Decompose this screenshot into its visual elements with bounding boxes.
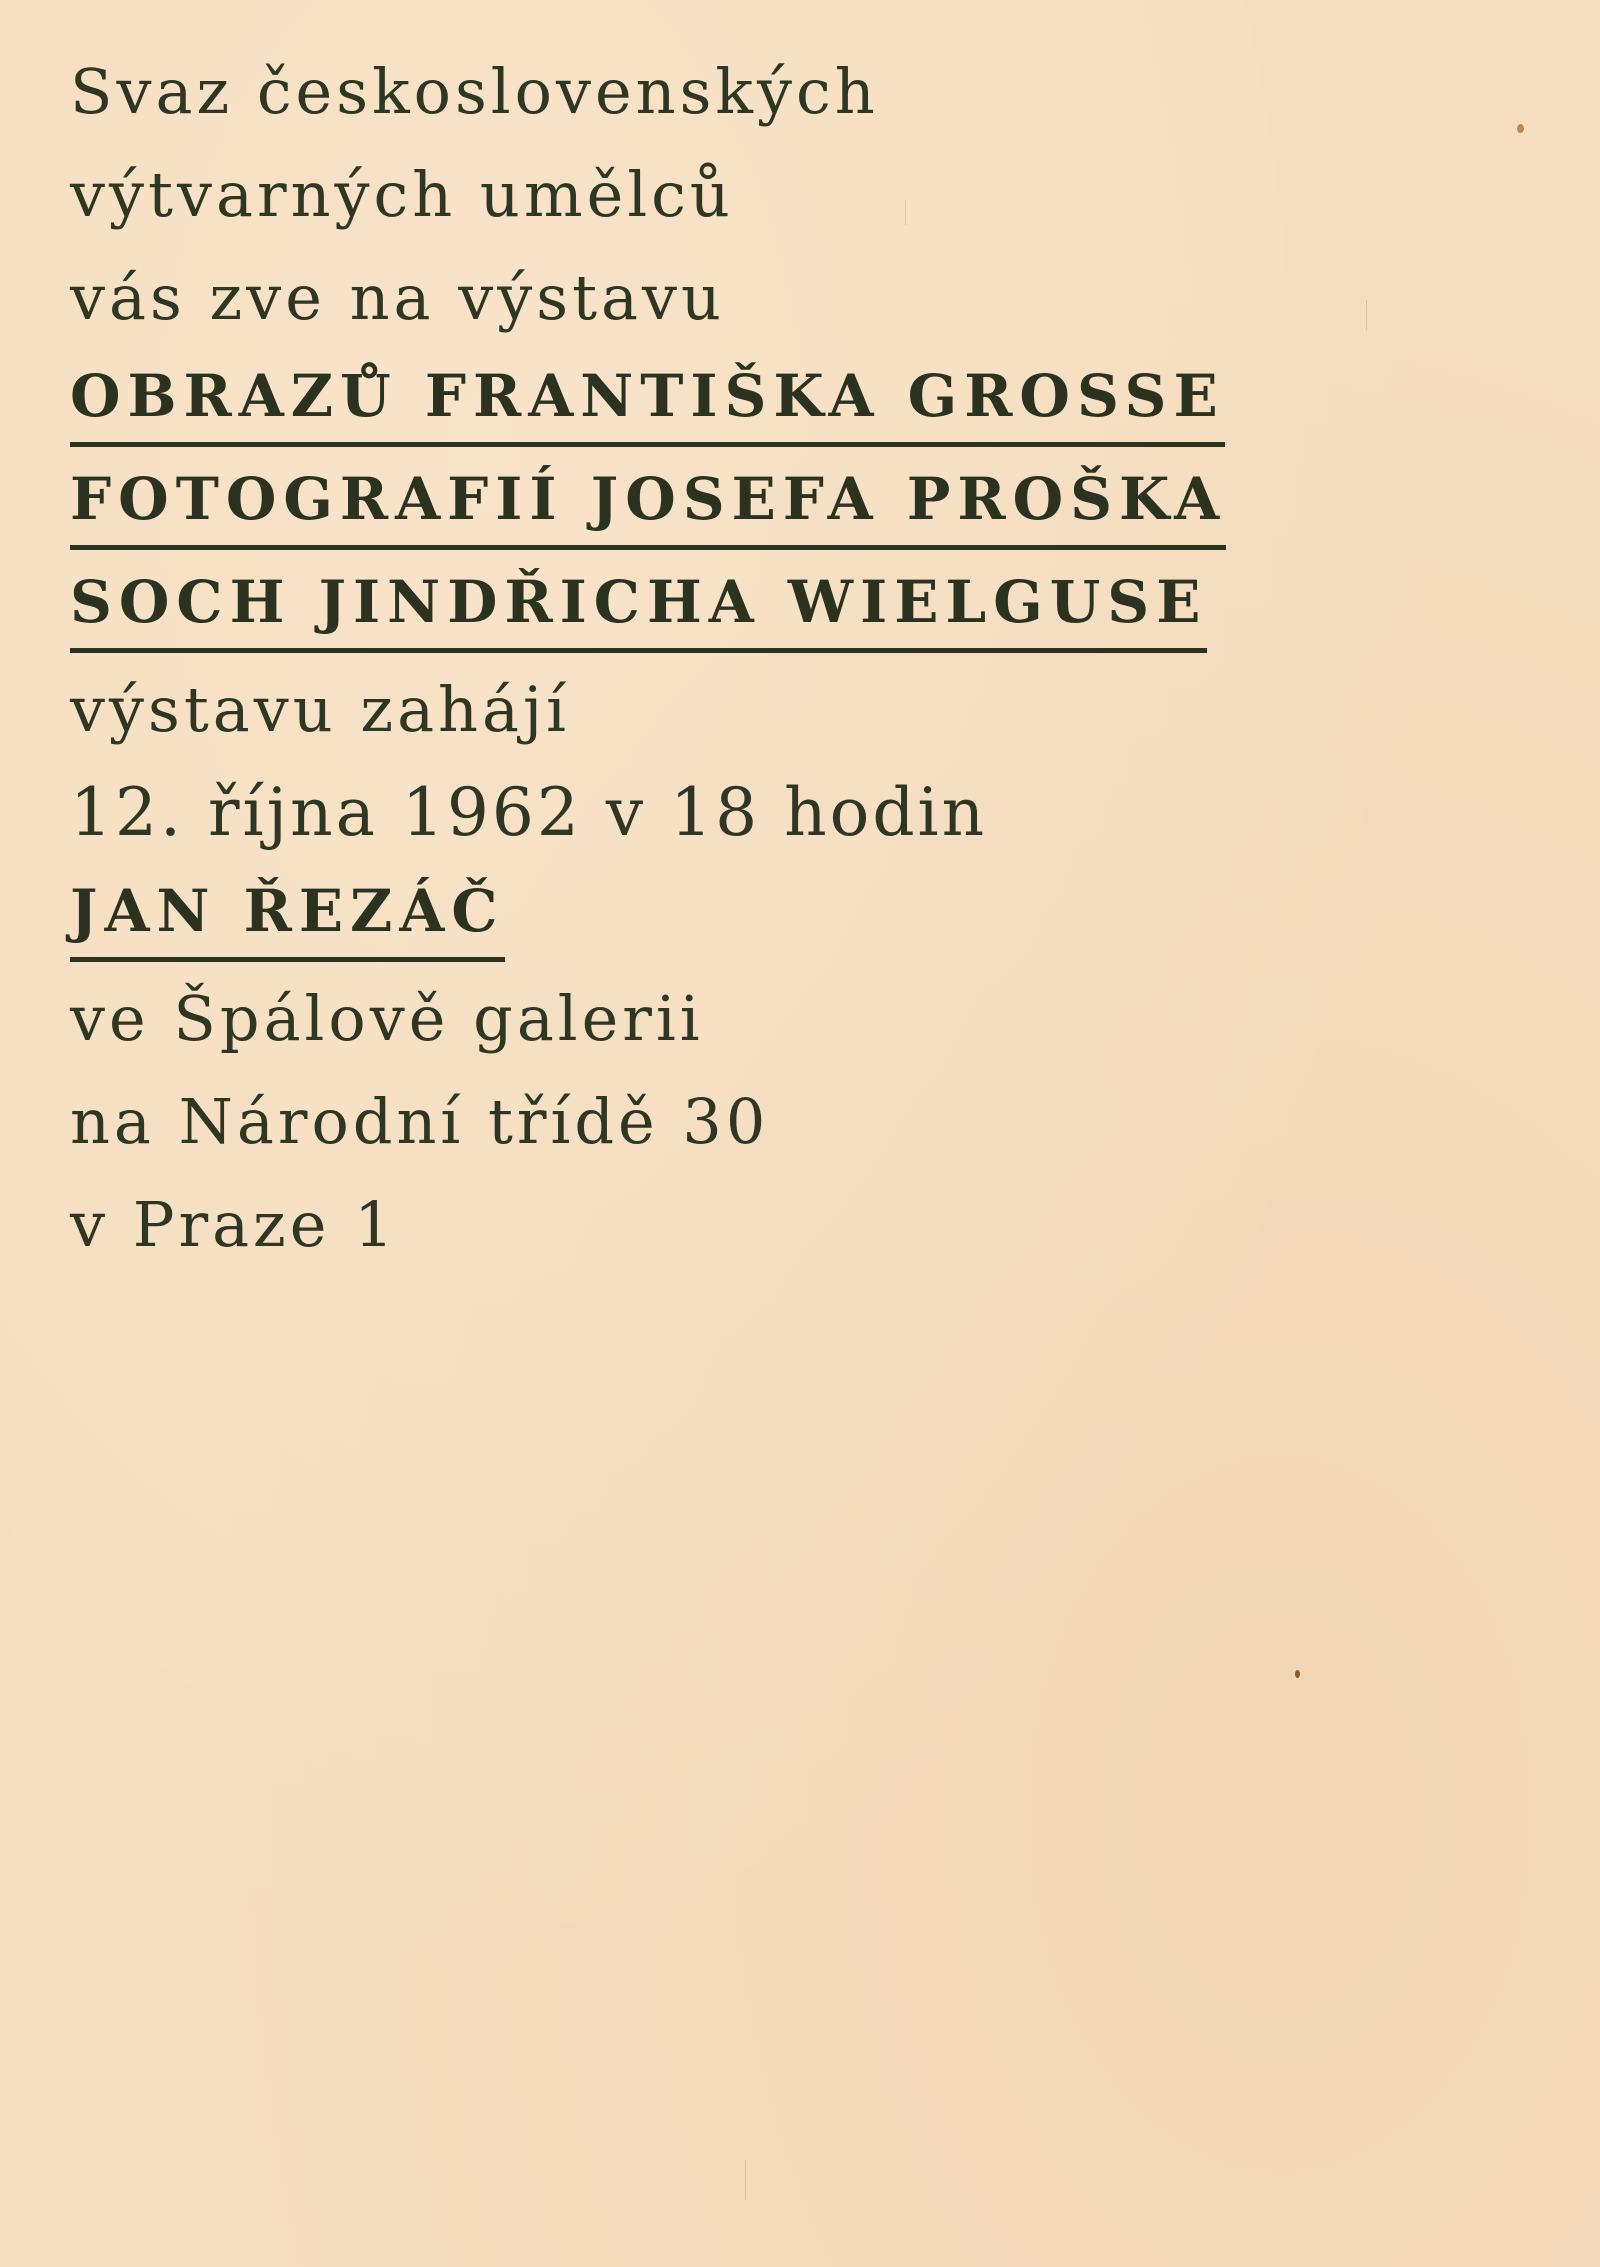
- exhibit-paintings-text: OBRAZŮ FRANTIŠKA GROSSE: [70, 358, 1225, 447]
- invite-text: vás zve na výstavu: [70, 261, 725, 334]
- organizer-line-2: výtvarných umělců: [70, 158, 734, 231]
- paper-speck: [1517, 124, 1524, 133]
- paper-fiber: [745, 2160, 746, 2200]
- paper-speck: [1295, 1670, 1300, 1678]
- exhibit-sculptures-text: SOCH JINDŘICHA WIELGUSE: [70, 564, 1207, 653]
- venue-line-2: na Národní třídě 30: [70, 1085, 770, 1158]
- venue-line-3: v Praze 1: [70, 1188, 398, 1261]
- opening-text: výstavu zahájí: [70, 673, 570, 746]
- exhibit-paintings-heading: [70, 349, 1370, 452]
- exhibit-photos-heading: [70, 452, 1370, 555]
- opener-name-text: JAN ŘEZÁČ: [70, 873, 505, 962]
- exhibit-sculptures-heading: [70, 555, 1370, 658]
- date-time: 12. října 1962 v 18 hodin: [70, 774, 988, 851]
- organizer-line-1: Svaz československých: [70, 55, 879, 128]
- paper-fiber: [905, 200, 906, 225]
- paper-fiber: [1366, 300, 1367, 330]
- opener-name-heading: [70, 864, 1370, 967]
- venue-line-1: ve Špálově galerii: [70, 982, 704, 1055]
- invitation-text-block: [70, 40, 1370, 1276]
- exhibit-photos-text: FOTOGRAFIÍ JOSEFA PROŠKA: [70, 461, 1226, 550]
